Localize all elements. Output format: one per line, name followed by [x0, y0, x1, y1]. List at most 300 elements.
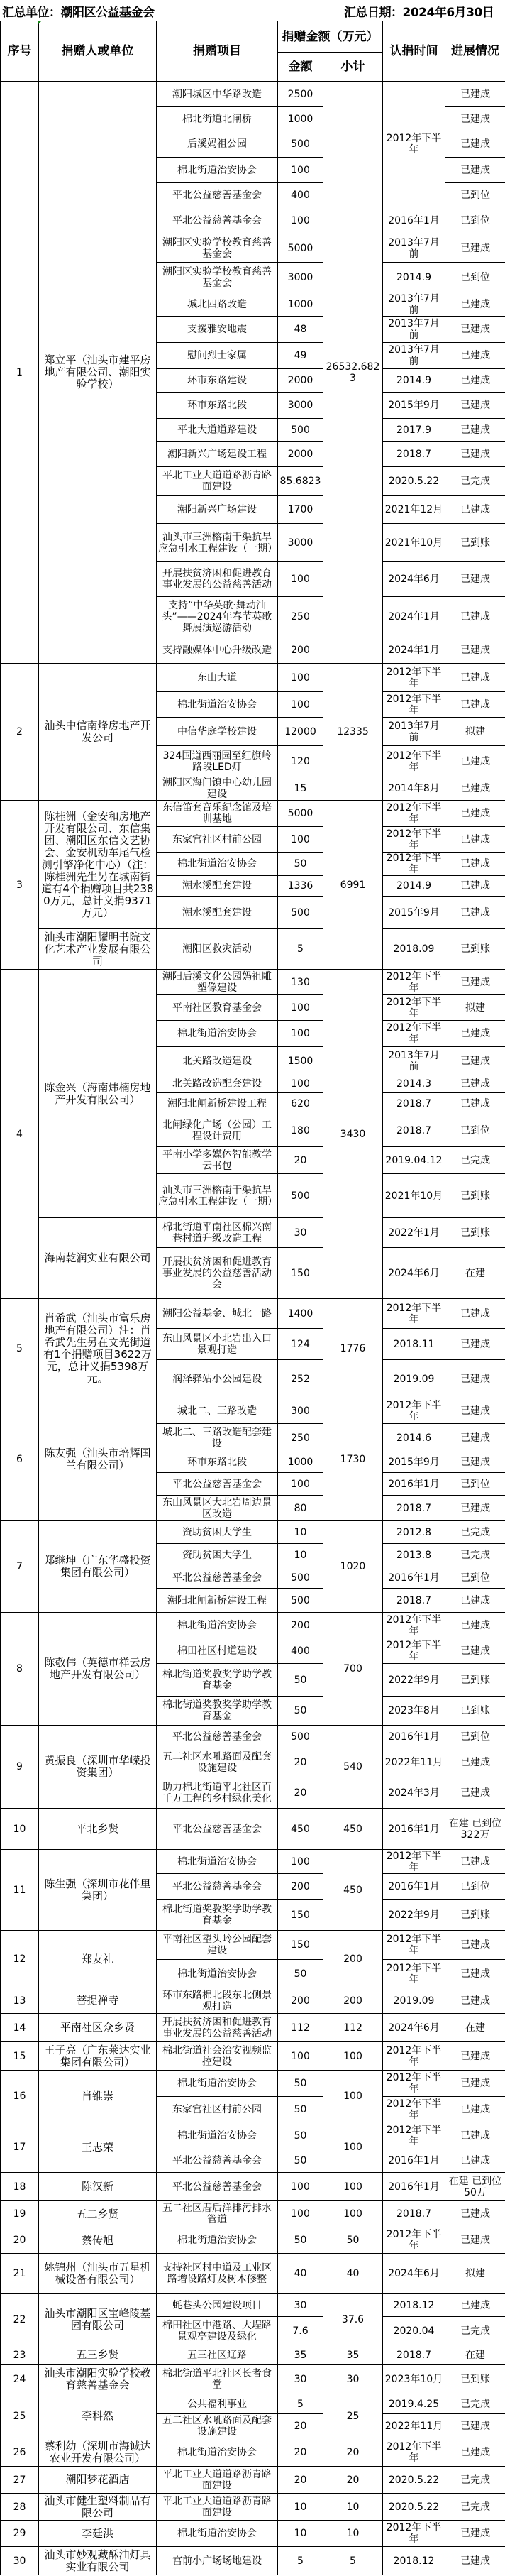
date-cell: 2020.5.22: [383, 467, 445, 496]
amount-cell: 30: [278, 1218, 323, 1248]
subtotal-cell: 100: [323, 2042, 383, 2071]
status-cell: 已建成: [445, 1398, 505, 1424]
amount-cell: 200: [278, 1988, 323, 2014]
seq-cell: 4: [1, 970, 39, 1299]
date-cell: 2016年1月: [383, 1809, 445, 1850]
seq-cell: 7: [1, 1521, 39, 1613]
table-row: [1, 2394, 505, 2414]
table-row: [1, 2467, 505, 2494]
date-cell: 2018.7: [383, 1589, 445, 1613]
status-cell: 已到账: [445, 1900, 505, 1931]
date-cell: 2012年下半年: [383, 2042, 445, 2071]
status-cell: 已建成: [445, 1850, 505, 1874]
date-cell: 2012年下半年: [383, 995, 445, 1021]
project-cell: 棉北街道治安协会: [157, 2521, 278, 2547]
table-row: [1, 82, 505, 107]
date-cell: 2013年7月前: [383, 718, 445, 746]
seq-cell: 29: [1, 2521, 39, 2547]
date-cell: 2016年1月: [383, 2173, 445, 2201]
project-cell: 潮阳区海门镇中心幼儿园建设: [157, 777, 278, 801]
amount-cell: 1500: [278, 1047, 323, 1075]
date-cell: 2018.7: [383, 2345, 445, 2365]
project-cell: 潮阳城区中华路改造: [157, 82, 278, 107]
subtotal-cell: 540: [323, 1726, 383, 1809]
seq-cell: 19: [1, 2201, 39, 2227]
project-cell: 平北公益慈善基金会: [157, 183, 278, 207]
amount-cell: 80: [278, 1496, 323, 1521]
project-cell: 汕头市三洲榕南干渠抗旱应急引水工程建设（一期）: [157, 524, 278, 562]
date-cell: 2014.9: [383, 876, 445, 897]
donor-cell: 郑立平（汕头市建平房地产有限公司、潮阳实验学校）: [39, 82, 157, 664]
amount-cell: 200: [278, 1874, 323, 1900]
amount-cell: 112: [278, 2014, 323, 2042]
status-cell: 已建成: [445, 1329, 505, 1360]
project-cell: 平北公益慈善基金会: [157, 2173, 278, 2201]
date-cell: 2021年10月: [383, 1174, 445, 1218]
status-cell: 已到位: [445, 1114, 505, 1147]
status-cell: 已建成: [445, 970, 505, 995]
date-cell: 2019.04.12: [383, 1147, 445, 1174]
status-cell: 已建成: [445, 1360, 505, 1398]
project-cell: 潮水溪配套建设: [157, 897, 278, 929]
table-row: [1, 2345, 505, 2365]
project-cell: 北闸绿化广场（公园）工程设计费用: [157, 1114, 278, 1147]
status-cell: 已完成: [445, 1147, 505, 1174]
amount-cell: 20: [278, 1147, 323, 1174]
status-cell: 已完成: [445, 2467, 505, 2494]
donor-cell: 海南乾润实业有限公司: [39, 1218, 157, 1299]
amount-cell: 1700: [278, 496, 323, 524]
project-cell: 平北公益慈善基金会: [157, 1473, 278, 1496]
seq-cell: 11: [1, 1850, 39, 1931]
table-row: [1, 2521, 505, 2547]
amount-cell: 7.6: [278, 2317, 323, 2345]
date-cell: 2018.7: [383, 1093, 445, 1114]
project-cell: 环市东路北段: [157, 393, 278, 419]
status-cell: 已建成: [445, 746, 505, 777]
subtotal-cell: 6991: [323, 801, 383, 970]
project-cell: 五二社区水吼路面及配套设施建设: [157, 2414, 278, 2438]
status-cell: 已完成: [445, 1544, 505, 1567]
donor-cell: 五三乡贤: [39, 2345, 157, 2365]
seq-cell: 24: [1, 2365, 39, 2394]
header-status: 进展情况: [445, 21, 505, 82]
project-cell: 蚝巷头公园建设项目: [157, 2294, 278, 2317]
table-row: [1, 2071, 505, 2097]
date-cell: 2024年6月: [383, 562, 445, 597]
table-row: [1, 929, 505, 970]
amount-cell: 10: [278, 1544, 323, 1567]
status-cell: 在建: [445, 1248, 505, 1299]
amount-cell: 130: [278, 970, 323, 995]
status-cell: 已建成: [445, 442, 505, 467]
project-cell: 平南小学多媒体智能教学云书包: [157, 1147, 278, 1174]
subtotal-cell: 37.6: [323, 2294, 383, 2345]
status-cell: 已建成: [445, 1452, 505, 1473]
amount-cell: 124: [278, 1329, 323, 1360]
subtotal-cell: 450: [323, 1850, 383, 1931]
project-cell: 棉田社区中港路、大埕路景观亭建设及绿化: [157, 2317, 278, 2345]
donor-cell: 潮阳梦花酒店: [39, 2467, 157, 2494]
date-cell: 2012年下半年: [383, 2521, 445, 2547]
date-cell: 2012年下半年: [383, 2122, 445, 2149]
date-cell: 2012年下半年: [383, 853, 445, 876]
project-cell: 东山风景区大北岩周边景区改造: [157, 1496, 278, 1521]
status-cell: 已到位: [445, 1567, 505, 1589]
status-cell: 拟建: [445, 995, 505, 1021]
summary-bar: [0, 0, 505, 21]
table-row: [1, 1398, 505, 1424]
project-cell: 平北公益慈善基金会: [157, 1874, 278, 1900]
project-cell: 城北二、三路改造: [157, 1398, 278, 1424]
amount-cell: 500: [278, 897, 323, 929]
donor-cell: 肖希武（汕头市富乐房地产有限公司）注：肖希武先生另在文光街道有1个捐赠项目3622万元，总计义捐5398万元。: [39, 1299, 157, 1398]
date-cell: 2012年下半年: [383, 2097, 445, 2122]
project-cell: 棉北街道社会治安视频监控建设: [157, 2042, 278, 2071]
subtotal-cell: 40: [323, 2254, 383, 2294]
date-cell: 2024年6月: [383, 2014, 445, 2042]
donor-cell: 陈桂洲（金安和房地产开发有限公司、东信集团、潮阳区东信文艺协会、金安机动车尾气检测引擎净化中心）（注：陈桂洲先生另在城南街道有4个捐赠项目共2380万元，总计义捐9371万元）: [39, 801, 157, 929]
table-row: [1, 2173, 505, 2201]
project-cell: 开展扶贫济困和促进教育事业发展的公益慈善活动会: [157, 1248, 278, 1299]
date-cell: 2012年下半年: [383, 664, 445, 692]
status-cell: 已建成: [445, 1638, 505, 1664]
date-cell: 2012年下半年: [383, 1613, 445, 1638]
project-cell: 平北公益慈善基金会: [157, 1567, 278, 1589]
donor-cell: 陈金兴（海南炜楠房地产开发有限公司）: [39, 970, 157, 1218]
amount-cell: 10: [278, 2521, 323, 2547]
project-cell: 棉北街道治安协会: [157, 1850, 278, 1874]
date-cell: 2016年1月: [383, 1874, 445, 1900]
status-cell: 已到位: [445, 1874, 505, 1900]
status-cell: 已到账: [445, 929, 505, 970]
date-cell: 2013年7月前: [383, 234, 445, 263]
donor-cell: 蔡传旭: [39, 2227, 157, 2254]
project-cell: 棉北街道治安协会: [157, 2122, 278, 2149]
amount-cell: 400: [278, 183, 323, 207]
amount-cell: 200: [278, 637, 323, 664]
header-seq: 序号: [1, 21, 39, 82]
donor-cell: 李廷洪: [39, 2521, 157, 2547]
project-cell: 东信笛套音乐纪念馆及培训基地: [157, 801, 278, 827]
table-row: [1, 2365, 505, 2394]
amount-cell: 20: [278, 1777, 323, 1809]
amount-cell: 450: [278, 1809, 323, 1850]
project-cell: 棉北街道北闸桥: [157, 107, 278, 131]
date-cell: 2018.7: [383, 442, 445, 467]
status-cell: 已建成: [445, 2521, 505, 2547]
project-cell: 环市东路北段: [157, 1452, 278, 1473]
status-cell: 已到位: [445, 1473, 505, 1496]
date-cell: 2018.11: [383, 1329, 445, 1360]
project-cell: 平北公益慈善基金会: [157, 1809, 278, 1850]
amount-cell: 3000: [278, 393, 323, 419]
amount-cell: 15: [278, 777, 323, 801]
subtotal-cell: 200: [323, 1988, 383, 2014]
date-cell: 2012年下半年: [383, 1638, 445, 1664]
table-row: [1, 1521, 505, 1544]
seq-cell: 12: [1, 1931, 39, 1988]
project-cell: 潮水溪配套建设: [157, 876, 278, 897]
date-cell: 2018.7: [383, 2201, 445, 2227]
date-cell: 2016年1月: [383, 207, 445, 234]
subtotal-cell: 100: [323, 2122, 383, 2173]
amount-cell: 100: [278, 692, 323, 718]
project-cell: 东山风景区小北岩出入口景观打造: [157, 1329, 278, 1360]
date-cell: 2024年1月: [383, 637, 445, 664]
amount-cell: 100: [278, 207, 323, 234]
date-cell: 2020.5.22: [383, 2467, 445, 2494]
status-cell: 已建成: [445, 292, 505, 317]
status-cell: 已建成: [445, 2149, 505, 2173]
date-cell: 2012年下半年: [383, 1299, 445, 1329]
amount-cell: 48: [278, 317, 323, 343]
subtotal-cell: 1776: [323, 1299, 383, 1398]
date-cell: 2013年7月前: [383, 1047, 445, 1075]
table-row: [1, 1299, 505, 1329]
donor-cell: 五二乡贤: [39, 2201, 157, 2227]
project-cell: 东家宫社区村前公园: [157, 827, 278, 853]
amount-cell: 400: [278, 1638, 323, 1664]
table-row: [1, 1809, 505, 1850]
seq-cell: 10: [1, 1809, 39, 1850]
date-cell: 2018.12: [383, 2547, 445, 2575]
amount-cell: 180: [278, 1114, 323, 1147]
status-cell: 已建成: [445, 853, 505, 876]
date-cell: 2019.4.25: [383, 2394, 445, 2414]
status-cell: 已建成: [445, 131, 505, 158]
project-cell: 棉北街道治安协会: [157, 2438, 278, 2467]
status-cell: 已建成: [445, 2201, 505, 2227]
project-cell: 棉北街道治安协会: [157, 2227, 278, 2254]
status-cell: 已到账: [445, 524, 505, 562]
donor-cell: 姚锦州（汕头市五星机械设备有限公司）: [39, 2254, 157, 2294]
header-date: 认捐时间: [383, 21, 445, 82]
amount-cell: 500: [278, 1567, 323, 1589]
subtotal-cell: 3430: [323, 970, 383, 1299]
subtotal-cell: 1730: [323, 1398, 383, 1521]
date-cell: 2021年12月: [383, 496, 445, 524]
status-cell: 已建成: [445, 496, 505, 524]
amount-cell: 500: [278, 1174, 323, 1218]
project-cell: 五二社区水吼路面及配套设施建设: [157, 1748, 278, 1777]
amount-cell: 200: [278, 1613, 323, 1638]
amount-cell: 500: [278, 131, 323, 158]
status-cell: 已到位: [445, 183, 505, 207]
subtotal-cell: 10: [323, 2494, 383, 2521]
amount-cell: 100: [278, 995, 323, 1021]
date-cell: 2012年下半年: [383, 82, 445, 207]
project-cell: 平北工业大道道路沥青路面建设: [157, 2494, 278, 2521]
status-cell: 已建成: [445, 2294, 505, 2317]
status-cell: 已建成: [445, 82, 505, 107]
project-cell: 棉北街道平南社区棉兴南巷村道升级改造工程: [157, 1218, 278, 1248]
date-cell: 2020.5.22: [383, 2494, 445, 2521]
date-cell: 2016年1月: [383, 2149, 445, 2173]
amount-cell: 40: [278, 2254, 323, 2294]
table-row: [1, 801, 505, 827]
subtotal-cell: 100: [323, 2201, 383, 2227]
amount-cell: 1000: [278, 1452, 323, 1473]
status-cell: 在建 已到位50万: [445, 2173, 505, 2201]
amount-cell: 20: [278, 1748, 323, 1777]
table-row: [1, 664, 505, 692]
amount-cell: 150: [278, 1248, 323, 1299]
amount-cell: 2000: [278, 369, 323, 393]
amount-cell: 250: [278, 1424, 323, 1452]
seq-cell: 20: [1, 2227, 39, 2254]
donor-cell: 平北乡贤: [39, 1809, 157, 1850]
amount-cell: 5: [278, 2394, 323, 2414]
status-cell: 已建成: [445, 2227, 505, 2254]
seq-cell: 21: [1, 2254, 39, 2294]
status-cell: 在建 已到位322万: [445, 1809, 505, 1850]
date-cell: 2022年9月: [383, 1664, 445, 1697]
status-cell: 已建成: [445, 777, 505, 801]
date-cell: 2013年7月前: [383, 317, 445, 343]
status-cell: 已建成: [445, 234, 505, 263]
table-row: [1, 1218, 505, 1248]
subtotal-cell: 1020: [323, 1521, 383, 1613]
status-cell: 已完成: [445, 467, 505, 496]
status-cell: 已建成: [445, 1093, 505, 1114]
date-cell: 2019.09: [383, 1988, 445, 2014]
project-cell: 平北大道道路建设: [157, 419, 278, 442]
project-cell: 助力棉北街道平北社区百千万工程的乡村绿化美化: [157, 1777, 278, 1809]
date-cell: 2022年11月: [383, 1748, 445, 1777]
project-cell: 棉北街道奖教奖学助学教育基金: [157, 1697, 278, 1726]
seq-cell: 18: [1, 2173, 39, 2201]
project-cell: 城北四路改造: [157, 292, 278, 317]
seq-cell: 27: [1, 2467, 39, 2494]
status-cell: 已建成: [445, 1613, 505, 1638]
donor-cell: 王志荣: [39, 2122, 157, 2173]
project-cell: 棉北街道平北社区长者食堂: [157, 2365, 278, 2394]
project-cell: 潮阳新兴广场建设工程: [157, 442, 278, 467]
date-cell: 2013年7月前: [383, 343, 445, 369]
status-cell: 拟建: [445, 718, 505, 746]
seq-cell: 5: [1, 1299, 39, 1398]
amount-cell: 50: [278, 853, 323, 876]
amount-cell: 120: [278, 746, 323, 777]
amount-cell: 150: [278, 1900, 323, 1931]
date-cell: 2019.09: [383, 1360, 445, 1398]
amount-cell: 100: [278, 158, 323, 183]
subtotal-cell: 100: [323, 2173, 383, 2201]
seq-cell: 30: [1, 2547, 39, 2575]
seq-cell: 9: [1, 1726, 39, 1809]
project-cell: 潮阳公益基金、城北一路: [157, 1299, 278, 1329]
table-row: [1, 2254, 505, 2294]
status-cell: 已建成: [445, 897, 505, 929]
project-cell: 润泽驿站小公园建设: [157, 1360, 278, 1398]
date-cell: 2014.9: [383, 369, 445, 393]
amount-cell: 100: [278, 1850, 323, 1874]
subtotal-cell: 5: [323, 2547, 383, 2575]
summary-unit: 汇总单位：潮阳区公益基金会: [2, 6, 155, 20]
table-row: [1, 2294, 505, 2317]
header-donor: 捐赠人或单位: [39, 21, 157, 82]
donor-cell: 汕头市健生塑料制品有限公司: [39, 2494, 157, 2521]
project-cell: 潮阳区实验学校教育慈善基金会: [157, 263, 278, 292]
status-cell: 已到位: [445, 207, 505, 234]
date-cell: 2016年1月: [383, 1726, 445, 1748]
table-row: [1, 970, 505, 995]
subtotal-cell: 26532.6823: [323, 82, 383, 664]
date-cell: 2023年10月: [383, 2365, 445, 2394]
donation-table-body: [1, 82, 505, 2575]
status-cell: 已到位: [445, 1726, 505, 1748]
donor-cell: 菩提禅寺: [39, 1988, 157, 2014]
table-row: [1, 2042, 505, 2071]
date-cell: 2014.9: [383, 263, 445, 292]
project-cell: 平北公益慈善基金会: [157, 1726, 278, 1748]
date-cell: 2016年1月: [383, 1473, 445, 1496]
table-row: [1, 1850, 505, 1874]
amount-cell: 20: [278, 2438, 323, 2467]
date-cell: 2024年3月: [383, 1777, 445, 1809]
date-cell: 2013年7月前: [383, 292, 445, 317]
project-cell: 棉北街道治安协会: [157, 2071, 278, 2097]
donor-cell: 陈友强（汕头市培辉国兰有限公司）: [39, 1398, 157, 1521]
amount-cell: 20: [278, 2467, 323, 2494]
amount-cell: 50: [278, 2097, 323, 2122]
status-cell: 已建成: [445, 369, 505, 393]
subtotal-cell: 20: [323, 2467, 383, 2494]
project-cell: 潮阳北闸新桥建设工程: [157, 1589, 278, 1613]
donation-table: [0, 21, 505, 2575]
project-cell: 公共福利事业: [157, 2394, 278, 2414]
date-cell: 2015年9月: [383, 897, 445, 929]
subtotal-cell: 100: [323, 2071, 383, 2122]
project-cell: 潮阳北闸新桥建设工程: [157, 1093, 278, 1114]
subtotal-cell: 12335: [323, 664, 383, 801]
date-cell: 2018.12: [383, 2294, 445, 2317]
subtotal-cell: 700: [323, 1613, 383, 1726]
table-row: [1, 2227, 505, 2254]
project-cell: 棉北街道治安协会: [157, 853, 278, 876]
project-cell: 平南社区教育基金会: [157, 995, 278, 1021]
amount-cell: 252: [278, 1360, 323, 1398]
project-cell: 北关路改造配套建设: [157, 1075, 278, 1093]
date-cell: 2012年下半年: [383, 1960, 445, 1988]
date-cell: 2012年下半年: [383, 1931, 445, 1960]
project-cell: 支持融媒体中心升级改造: [157, 637, 278, 664]
status-cell: 已建成: [445, 1075, 505, 1093]
status-cell: 已完成: [445, 1521, 505, 1544]
status-cell: 已建成: [445, 1047, 505, 1075]
project-cell: 平南社区望头岭公园配套建设: [157, 1931, 278, 1960]
amount-cell: 3000: [278, 524, 323, 562]
project-cell: 棉北街道奖教奖学助学教育基金: [157, 1900, 278, 1931]
amount-cell: 300: [278, 1398, 323, 1424]
seq-cell: 15: [1, 2042, 39, 2071]
project-cell: 环市东路建设: [157, 369, 278, 393]
date-cell: 2015年9月: [383, 1452, 445, 1473]
amount-cell: 3000: [278, 263, 323, 292]
seq-cell: 8: [1, 1613, 39, 1726]
amount-cell: 100: [278, 827, 323, 853]
date-cell: 2016年1月: [383, 1567, 445, 1589]
amount-cell: 85.6823: [278, 467, 323, 496]
status-cell: 已建成: [445, 801, 505, 827]
date-cell: 2012年下半年: [383, 1850, 445, 1874]
date-cell: 2018.7: [383, 1114, 445, 1147]
amount-cell: 5: [278, 2547, 323, 2575]
amount-cell: 5000: [278, 234, 323, 263]
status-cell: 已完成: [445, 2394, 505, 2414]
project-cell: 后溪妈祖公园: [157, 131, 278, 158]
